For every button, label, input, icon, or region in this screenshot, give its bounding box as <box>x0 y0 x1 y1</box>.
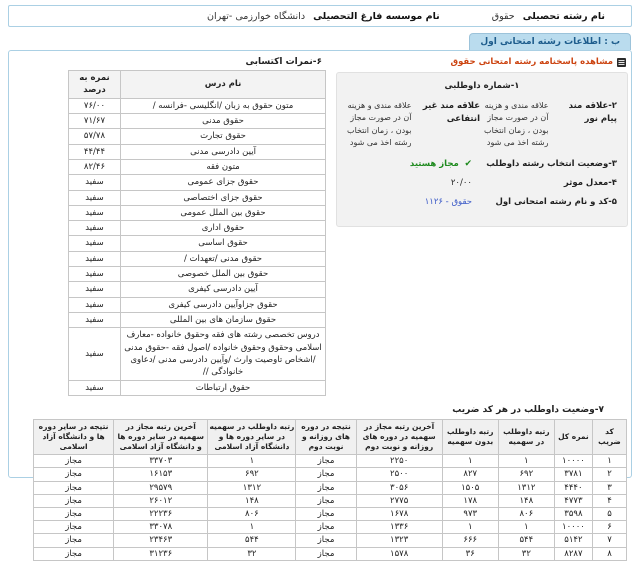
coef-cell: ۱ <box>208 455 296 468</box>
coef-cell: ۱۷۸ <box>442 494 498 507</box>
coef-cell: مجاز <box>34 547 114 560</box>
score-row <box>69 221 326 236</box>
coef-column-header: رتبه داوطلب در سهمیه در سایر دوره ها و دانشگاه آزاد اسلامی <box>208 419 296 454</box>
coef-cell: ۳۳۰۷۸ <box>114 521 208 534</box>
score-cell: ۵۷/۷۸ <box>69 129 121 144</box>
course-name-cell: حقوق اداری <box>121 221 326 236</box>
coef-cell: ۱۶۷۸ <box>356 508 442 521</box>
coef-cell: ۸۲۷ <box>442 468 498 481</box>
course-name-cell: حقوق ارتباطات <box>121 380 326 395</box>
coef-cell: ۱۴۸ <box>208 494 296 507</box>
course-name-cell: حقوق مدنی <box>121 113 326 128</box>
coef-cell: ۳۷۸۱ <box>554 468 592 481</box>
coef-cell: ۱ <box>208 521 296 534</box>
coef-cell: ۲۷۷۵ <box>356 494 442 507</box>
score-row <box>69 236 326 251</box>
coef-cell: ۱۵۷۸ <box>356 547 442 560</box>
coef-table-body <box>34 455 627 561</box>
coef-cell: ۳۰۵۶ <box>356 481 442 494</box>
coef-cell: ۱۰۰۰۰ <box>554 455 592 468</box>
course-name-cell: متون فقه <box>121 159 326 174</box>
coef-row <box>34 534 627 547</box>
coef-column-header: نتیجه در سایر دوره ها و دانشگاه آزاد اسلامی <box>34 419 114 454</box>
tab-first-exam-info: ب : اطلاعات رشته امتحانی اول <box>469 33 631 50</box>
info-column <box>332 55 628 227</box>
coef-cell: ۶ <box>592 521 626 534</box>
score-cell: سفید <box>69 175 121 190</box>
coef-cell: ۳۱۲۳۶ <box>114 547 208 560</box>
coef-table <box>33 419 627 561</box>
check-icon: ✔ <box>464 158 472 169</box>
institute-label: نام موسسه فارغ التحصیلی <box>313 10 440 22</box>
score-row <box>69 205 326 220</box>
score-row <box>69 144 326 159</box>
score-row <box>69 129 326 144</box>
coef-cell: مجاز <box>34 468 114 481</box>
coef-cell: ۵۴۴ <box>498 534 554 547</box>
score-row <box>69 282 326 297</box>
interest-row <box>347 100 617 150</box>
coef-cell: ۹۷۳ <box>442 508 498 521</box>
coef-cell: ۴۷۷۳ <box>554 494 592 507</box>
coef-cell: مجاز <box>296 494 356 507</box>
coef-cell: مجاز <box>34 481 114 494</box>
top-info-bar <box>8 5 632 27</box>
scores-table <box>68 70 326 396</box>
scores-column <box>68 55 326 396</box>
coef-cell: مجاز <box>34 455 114 468</box>
coef-column-header: رتبه داوطلب بدون سهمیه <box>442 419 498 454</box>
coef-cell: ۶۹۲ <box>208 468 296 481</box>
score-row <box>69 297 326 312</box>
score-cell: سفید <box>69 251 121 266</box>
coef-cell: مجاز <box>296 547 356 560</box>
score-cell: سفید <box>69 190 121 205</box>
coef-cell: ۵۴۴ <box>208 534 296 547</box>
coef-cell: مجاز <box>296 521 356 534</box>
coef-cell: ۱۴۸ <box>498 494 554 507</box>
score-row <box>69 159 326 174</box>
coef-cell: مجاز <box>34 521 114 534</box>
coef-cell: ۵ <box>592 508 626 521</box>
scores-header-row <box>69 71 326 99</box>
score-cell: ۷۱/۶۷ <box>69 113 121 128</box>
payamnoor-interest-label: ۲-علاقه مند پیام نور <box>568 101 617 124</box>
coef-cell: ۱ <box>442 455 498 468</box>
coef-cell: ۱ <box>498 455 554 468</box>
score-row <box>69 190 326 205</box>
view-answer-sheet-link[interactable] <box>340 57 626 67</box>
coef-cell: مجاز <box>34 534 114 547</box>
score-cell: سفید <box>69 380 121 395</box>
coef-cell: ۱۳۲۳ <box>356 534 442 547</box>
course-name-cell: حقوق بین الملل عمومی <box>121 205 326 220</box>
course-name-cell: آیین دادرسی مدنی <box>121 144 326 159</box>
coef-cell: ۱ <box>442 521 498 534</box>
coef-cell: ۵۱۴۲ <box>554 534 592 547</box>
coef-cell: ۲ <box>592 468 626 481</box>
score-cell: سفید <box>69 328 121 380</box>
scores-table-body <box>69 98 326 395</box>
coef-cell: ۲۶۰۱۲ <box>114 494 208 507</box>
candidate-info-panel <box>336 72 628 227</box>
coef-column-header: آخرین رتبه مجاز در سهمیه در سایر دوره ها و دانشگاه آزاد اسلامی <box>114 419 208 454</box>
gheyrentefai-interest-label: علاقه مند غیر انتفاعی <box>422 101 480 124</box>
score-cell: سفید <box>69 205 121 220</box>
coef-cell: ۳۵۹۸ <box>554 508 592 521</box>
answer-sheet-icon <box>617 58 626 67</box>
gpa-label: ۴-معدل موثر <box>563 177 617 188</box>
coef-cell: مجاز <box>296 508 356 521</box>
coef-cell: ۳۲ <box>208 547 296 560</box>
coef-cell: ۲۹۵۷۹ <box>114 481 208 494</box>
coef-cell: مجاز <box>34 508 114 521</box>
coef-cell: ۱ <box>498 521 554 534</box>
coef-cell: ۱ <box>592 455 626 468</box>
score-cell: سفید <box>69 221 121 236</box>
exam-field-row <box>347 197 617 207</box>
course-name-cell: حقوق سازمان های بین المللی <box>121 313 326 328</box>
coef-section <box>12 405 628 561</box>
score-row <box>69 175 326 190</box>
payamnoor-interest-desc: علاقه مندی و هزینه آن در صورت مجاز بودن ، زمان انتخاب رشته اخذ می شود <box>484 101 549 148</box>
score-row <box>69 251 326 266</box>
coef-cell: ۲۲۵۰ <box>356 455 442 468</box>
candidate-number-label: ۱-شماره داوطلبی <box>444 81 520 91</box>
course-name-cell: حقوق جزای عمومی <box>121 175 326 190</box>
coef-cell: ۳ <box>592 481 626 494</box>
coef-row <box>34 521 627 534</box>
coef-row <box>34 547 627 560</box>
coef-header-row <box>34 419 627 454</box>
score-column-header: نمره به درصد <box>69 71 121 99</box>
content-row <box>12 55 628 396</box>
score-cell: ۸۲/۴۶ <box>69 159 121 174</box>
coef-cell: ۱۳۱۲ <box>208 481 296 494</box>
coef-cell: مجاز <box>296 534 356 547</box>
coef-cell: ۱۳۳۶ <box>356 521 442 534</box>
coef-cell: ۸۲۸۷ <box>554 547 592 560</box>
coef-cell: ۱۵۰۵ <box>442 481 498 494</box>
coef-cell: ۲۳۴۶۳ <box>114 534 208 547</box>
coef-column-header: نمره کل <box>554 419 592 454</box>
coef-row <box>34 481 627 494</box>
coef-cell: ۳۲ <box>498 547 554 560</box>
coef-cell: مجاز <box>296 455 356 468</box>
coef-cell: ۶۶۶ <box>442 534 498 547</box>
exam-field-code-name: ۱۱۲۶ - حقوق <box>424 196 472 207</box>
coef-cell: ۳۶ <box>442 547 498 560</box>
course-name-cell: دروس تخصصی رشته های فقه وحقوق خانواده -معارف اسلامی وحقوق وحقوق خانواده /اصول فقه -حقوق مدنی /اشخاص تاوصیت وارث /وآیین دادرسی مدنی /دعاوی خانوادگی // <box>121 328 326 380</box>
course-name-cell: متون حقوق به زبان /انگلیسی -فرانسه / <box>121 98 326 113</box>
coef-cell: ۸۰۶ <box>498 508 554 521</box>
gpa-value: ۲۰/۰۰ <box>450 177 472 188</box>
coef-column-header: آخرین رتبه مجاز در سهمیه در دوره های روزانه و نوبت دوم <box>356 419 442 454</box>
scores-section-title: ۶-نمرات اکتسابی <box>245 57 322 67</box>
score-cell: سفید <box>69 282 121 297</box>
score-row <box>69 328 326 380</box>
course-name-cell: حقوق تجارت <box>121 129 326 144</box>
course-name-cell: آیین دادرسی کیفری <box>121 282 326 297</box>
coef-cell: ۸ <box>592 547 626 560</box>
course-name-cell: حقوق اساسی <box>121 236 326 251</box>
gheyrentefai-interest-desc: علاقه مندی و هزینه آن در صورت مجاز بودن ، زمان انتخاب رشته اخذ می شود <box>347 101 412 148</box>
course-name-cell: حقوق جزای اختصاصی <box>121 190 326 205</box>
section-tab-row <box>9 33 631 50</box>
view-answer-sheet-label: مشاهده پاسخنامه رشته امتحانی حقوق <box>450 57 613 67</box>
coef-cell: ۱۰۰۰۰ <box>554 521 592 534</box>
coef-row <box>34 494 627 507</box>
coef-column-header: رتبه داوطلب در سهمیه <box>498 419 554 454</box>
coef-cell: ۲۵۰۰ <box>356 468 442 481</box>
coef-cell: ۴۴۴۰ <box>554 481 592 494</box>
coef-column-header: نتیجه در دوره های روزانه و نوبت دوم <box>296 419 356 454</box>
score-row <box>69 380 326 395</box>
score-cell: سفید <box>69 267 121 282</box>
coef-section-title: ۷-وضعیت داوطلب در هر کد ضریب <box>452 404 604 415</box>
score-cell: سفید <box>69 297 121 312</box>
score-row <box>69 98 326 113</box>
study-field-value: حقوق <box>491 10 515 22</box>
coef-row <box>34 508 627 521</box>
coef-cell: ۱۳۱۲ <box>498 481 554 494</box>
coef-cell: ۴ <box>592 494 626 507</box>
score-cell: ۴۴/۴۴ <box>69 144 121 159</box>
coef-cell: ۷ <box>592 534 626 547</box>
selection-status-label: ۳-وضعیت انتخاب رشته داوطلب <box>486 158 617 169</box>
course-name-cell: حقوق بین الملل خصوصی <box>121 267 326 282</box>
selection-status-row <box>347 159 617 169</box>
exam-field-label: ۵-کد و نام رشته امتحانی اول <box>495 196 617 207</box>
score-row <box>69 313 326 328</box>
score-cell: سفید <box>69 236 121 251</box>
exam-field-value <box>347 197 472 207</box>
course-name-cell: حقوق جزاوآیین دادرسی کیفری <box>121 297 326 312</box>
coef-cell: ۳۳۷۰۳ <box>114 455 208 468</box>
institute-value: دانشگاه خوارزمی -تهران <box>207 10 306 22</box>
score-cell: ۷۶/۰۰ <box>69 98 121 113</box>
score-cell: سفید <box>69 313 121 328</box>
gpa-row <box>347 178 617 188</box>
coef-row <box>34 468 627 481</box>
course-name-cell: حقوق مدنی /تعهدات / <box>121 251 326 266</box>
coef-cell: مجاز <box>34 494 114 507</box>
course-column-header: نام درس <box>121 71 326 99</box>
coef-cell: ۱۶۱۵۳ <box>114 468 208 481</box>
coef-cell: ۸۰۶ <box>208 508 296 521</box>
coef-cell: ۶۹۲ <box>498 468 554 481</box>
score-row <box>69 267 326 282</box>
selection-status-text: مجاز هستید <box>409 158 459 169</box>
coef-row <box>34 455 627 468</box>
coef-cell: ۲۲۲۳۶ <box>114 508 208 521</box>
study-field-label: نام رشته تحصیلی <box>522 10 605 22</box>
exam-info-box <box>8 50 632 559</box>
coef-column-header: کد ضریب <box>592 419 626 454</box>
score-row <box>69 113 326 128</box>
coef-cell: مجاز <box>296 481 356 494</box>
coef-cell: مجاز <box>296 468 356 481</box>
selection-status-value <box>347 159 472 169</box>
